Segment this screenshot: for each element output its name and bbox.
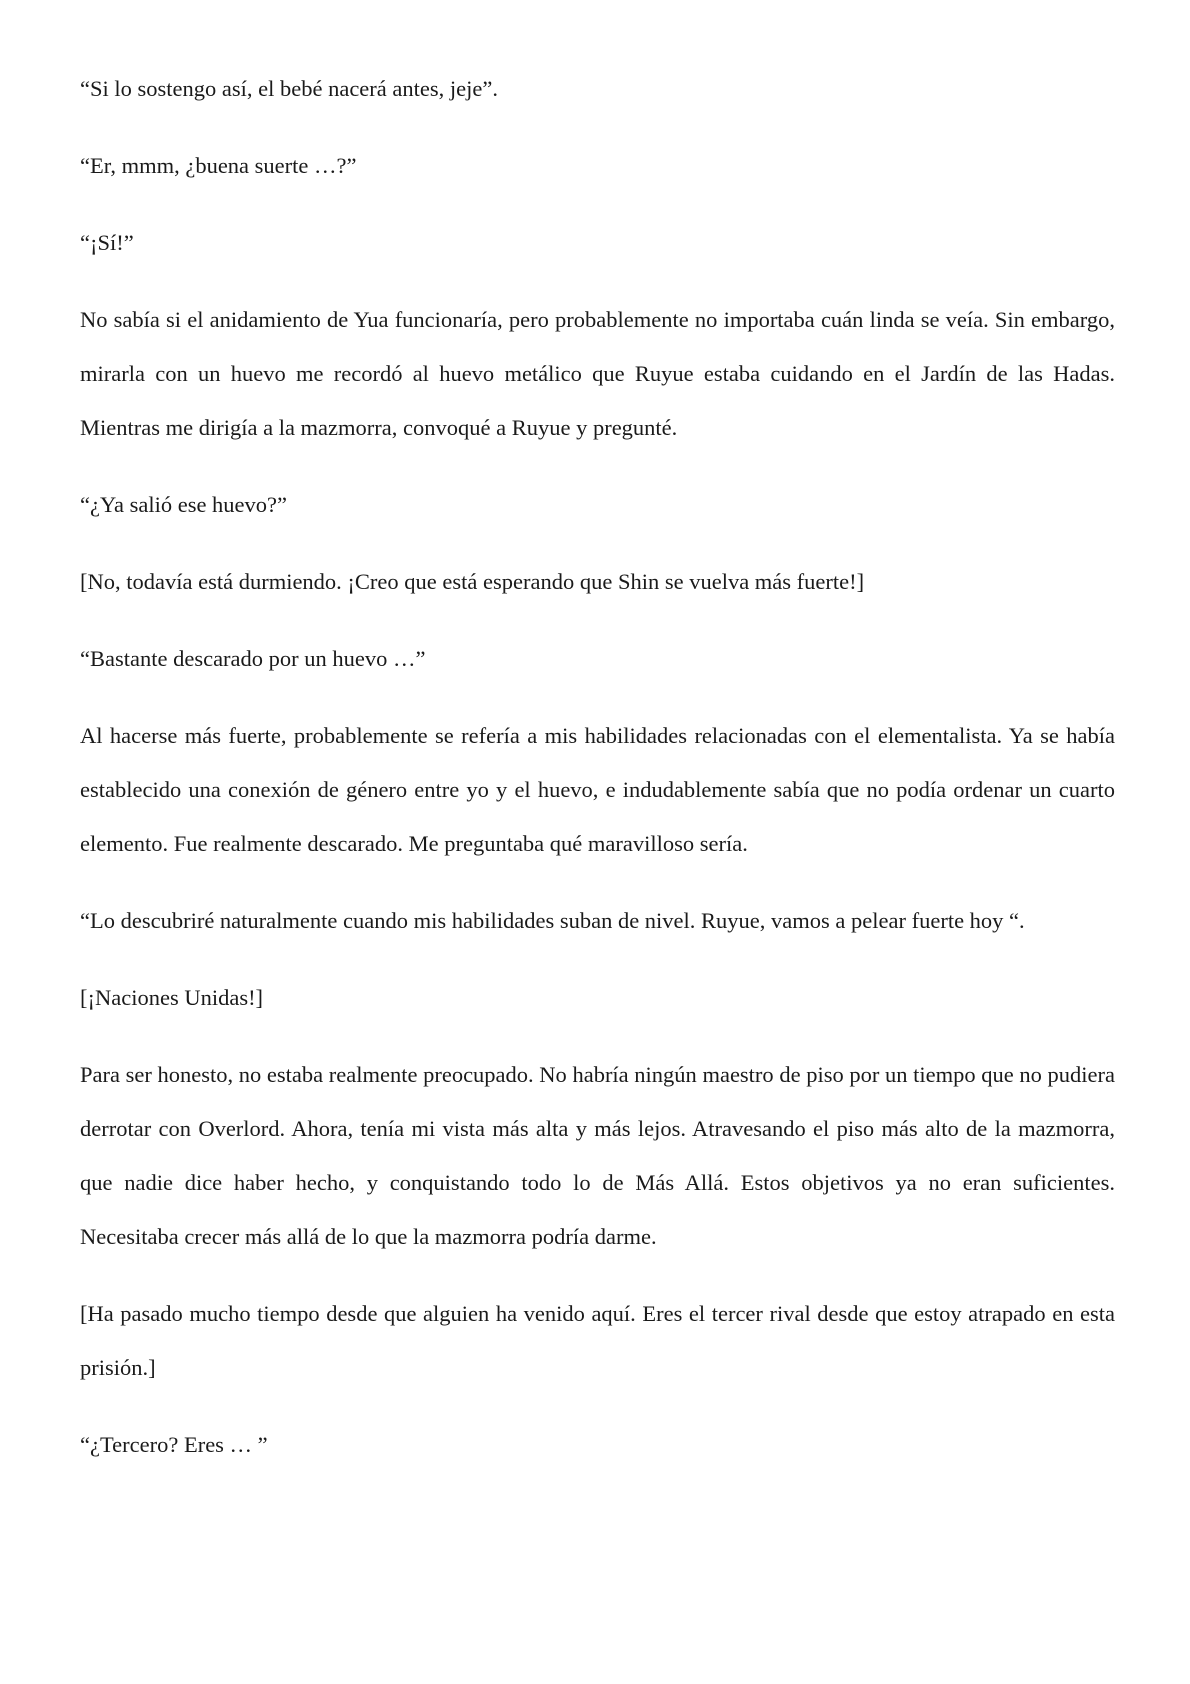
paragraph-dialogue: “¿Ya salió ese huevo?” (80, 492, 288, 517)
paragraph-dialogue: “¡Sí!” (80, 230, 134, 255)
paragraph-dialogue: “Er, mmm, ¿buena suerte …?” (80, 153, 357, 178)
paragraph-narration: No sabía si el anidamiento de Yua funcionaría, pero probablemente no importaba cuán linda se veía. Sin embargo, mirarla con un huevo me recordó al huevo metálico que Ruyue estaba cuidando en el Jardín de las Hadas. Mientras me dirigía a la mazmorra, convoqué a Ruyue y pregunté. (80, 307, 1115, 440)
paragraph-dialogue: “Lo descubriré naturalmente cuando mis habilidades suban de nivel. Ruyue, vamos a pelear fuerte hoy “. (80, 908, 1025, 933)
paragraph-dialogue: “¿Tercero? Eres … ” (80, 1432, 268, 1457)
paragraph-dialogue: “Si lo sostengo así, el bebé nacerá antes, jeje”. (80, 76, 498, 101)
paragraph-dialogue: [¡Naciones Unidas!] (80, 985, 264, 1010)
paragraph-narration: Al hacerse más fuerte, probablemente se refería a mis habilidades relacionadas con el elementalista. Ya se había establecido una conexión de género entre yo y el huevo, e indudablemente sabía que no podía ordenar un cuarto elemento. Fue realmente descarado. Me preguntaba qué maravilloso sería. (80, 723, 1115, 856)
document-body (80, 62, 1115, 1495)
paragraph-dialogue: [No, todavía está durmiendo. ¡Creo que está esperando que Shin se vuelva más fuerte!] (80, 569, 865, 594)
paragraph-dialogue: [Ha pasado mucho tiempo desde que alguien ha venido aquí. Eres el tercer rival desde que estoy atrapado en esta prisión.] (80, 1301, 1115, 1380)
paragraph-narration: Para ser honesto, no estaba realmente preocupado. No habría ningún maestro de piso por un tiempo que no pudiera derrotar con Overlord. Ahora, tenía mi vista más alta y más lejos. Atravesando el piso más alto de la mazmorra, que nadie dice haber hecho, y conquistando todo lo de Más Allá. Estos objetivos ya no eran suficientes. Necesitaba crecer más allá de lo que la mazmorra podría darme. (80, 1062, 1115, 1249)
paragraph-dialogue: “Bastante descarado por un huevo …” (80, 646, 426, 671)
